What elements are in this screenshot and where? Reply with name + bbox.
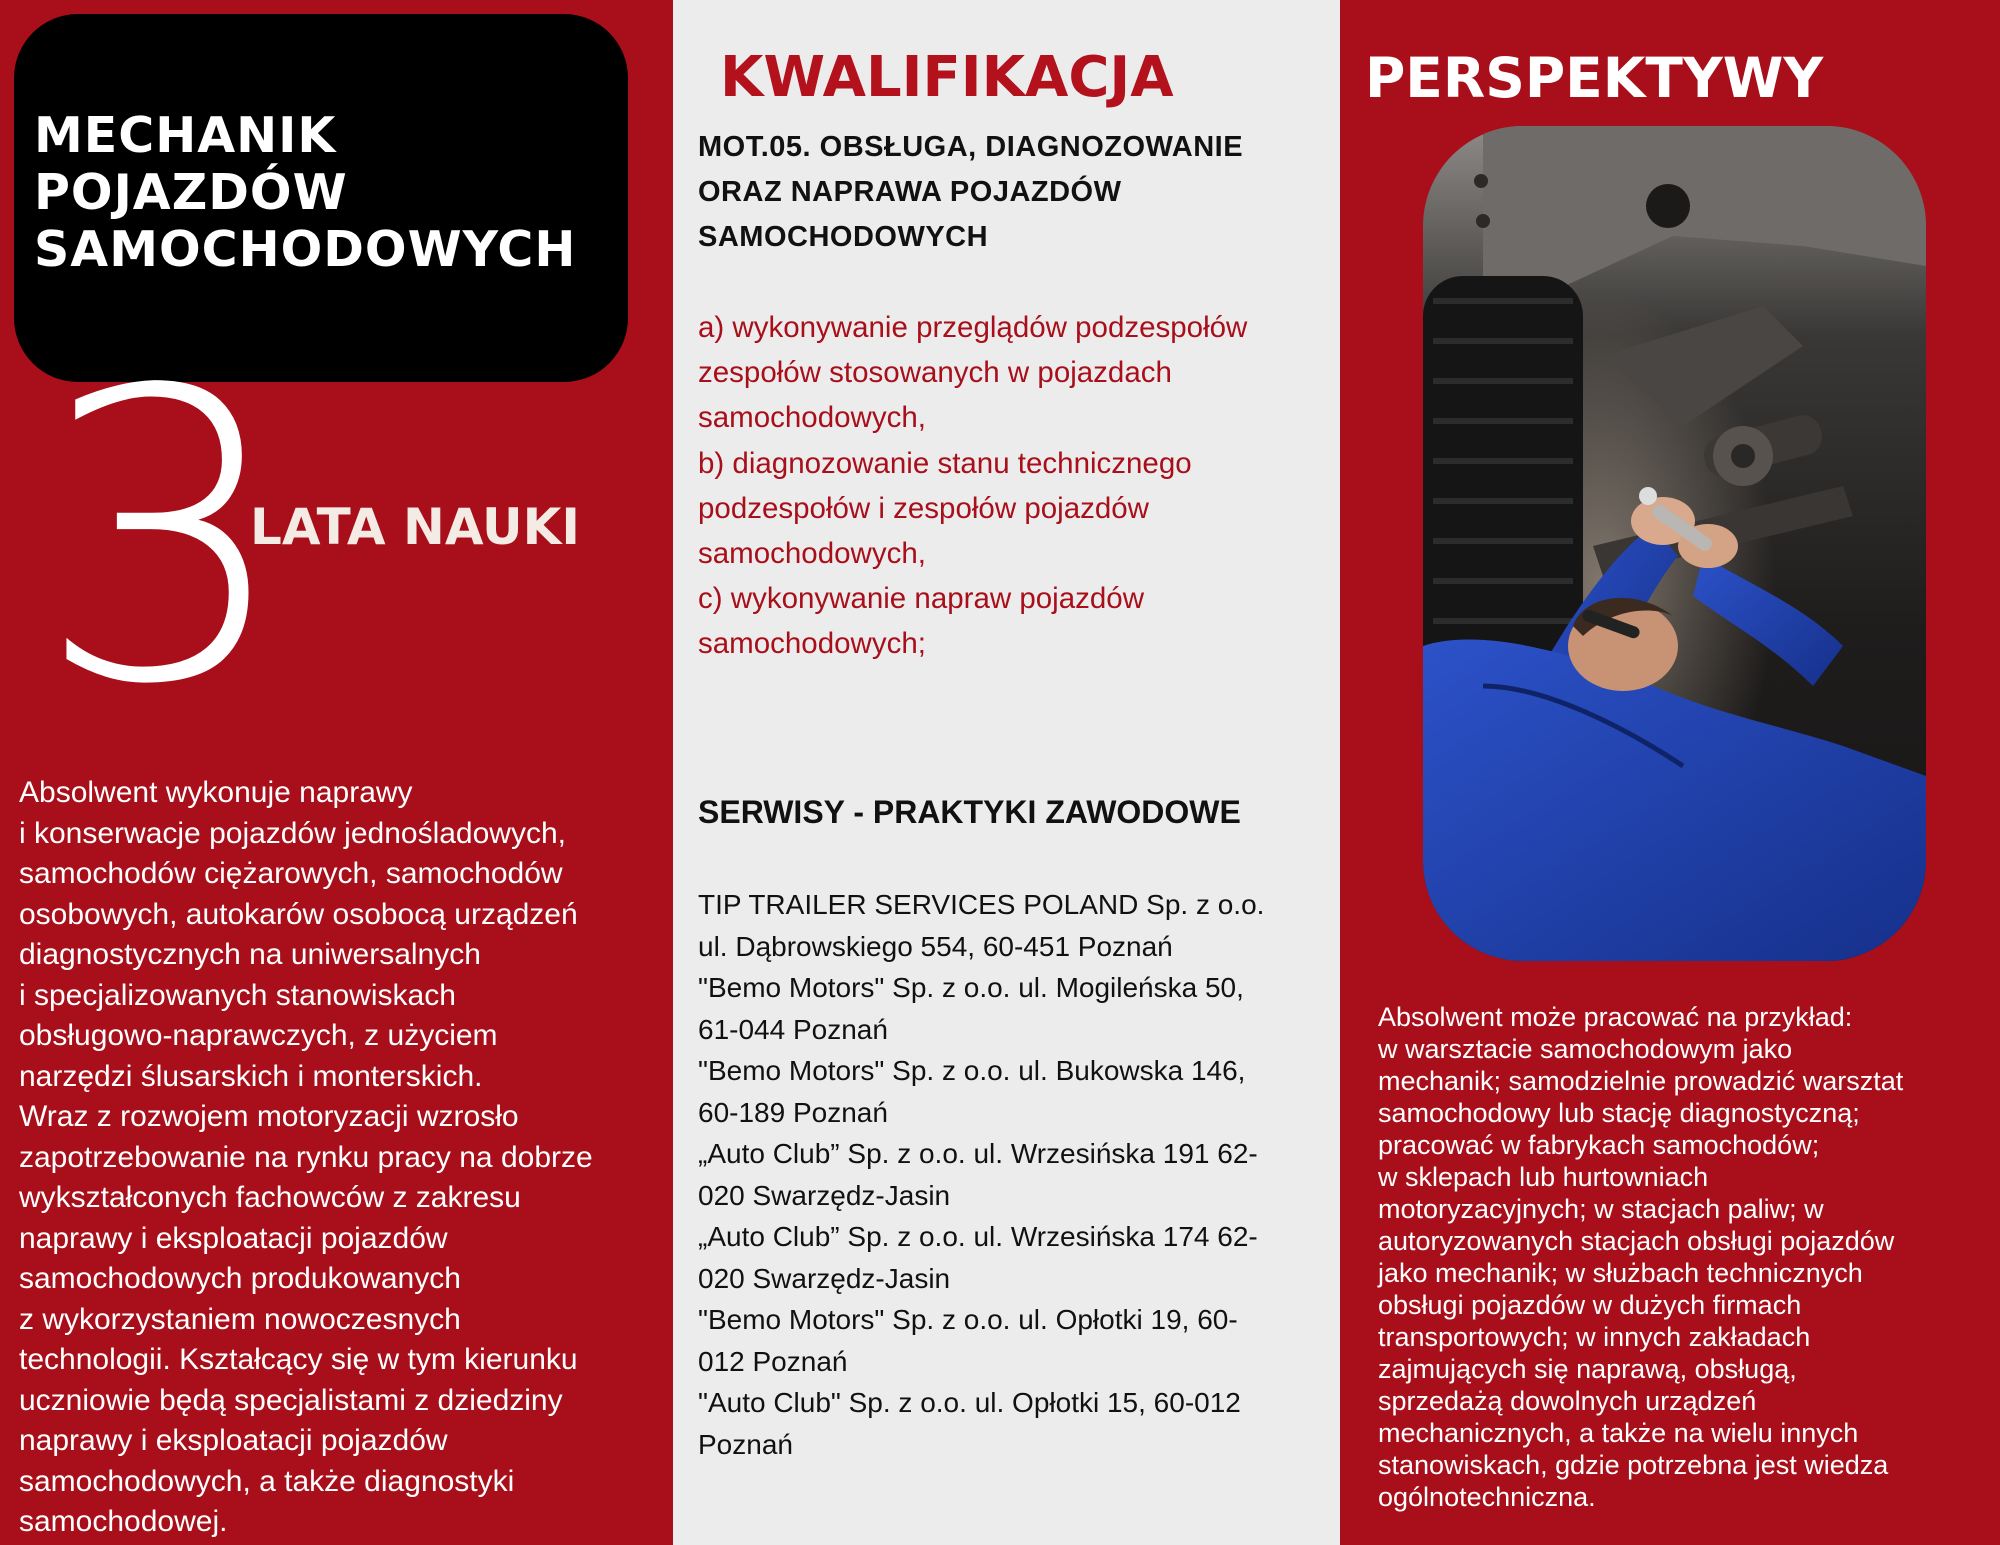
- prospects-text: [1378, 1001, 1998, 1513]
- description-line: samochodowych, a także diagnostyki: [19, 1464, 515, 1498]
- service-line: "Bemo Motors" Sp. z o.o. ul. Bukowska 146,: [698, 1055, 1246, 1086]
- service-line: 60-189 Poznań: [698, 1096, 888, 1128]
- skill-line: c) wykonywanie napraw pojazdów: [698, 582, 1145, 616]
- description-line: wykształconych fachowców z zakresu: [19, 1181, 521, 1214]
- prospects-line: obsługi pojazdów w dużych firmach: [1378, 1290, 1802, 1320]
- services-list: [698, 884, 1328, 1465]
- description-line: z wykorzystaniem nowoczesnych: [19, 1302, 461, 1336]
- description-line: i specjalizowanych stanowiskach: [19, 978, 456, 1012]
- description-line: osobowych, autokarów osobocą urządzeń: [19, 897, 578, 931]
- qualification-heading: KWALIFIKACJA: [720, 45, 1174, 110]
- description-line: Absolwent wykonuje naprawy: [19, 776, 413, 809]
- qualification-code: [698, 125, 1328, 260]
- skill-line: a) wykonywanie przeglądów podzespołów: [698, 311, 1248, 344]
- description-line: samochodów ciężarowych, samochodów: [19, 857, 563, 890]
- service-line: 020 Swarzędz-Jasin: [698, 1262, 951, 1294]
- title-line-1: MECHANIK: [34, 107, 337, 164]
- prospects-line: motoryzacyjnych; w stacjach paliw; w: [1378, 1194, 1824, 1224]
- mechanic-photo: [1423, 126, 1926, 961]
- prospects-line: w warsztacie samochodowym jako: [1378, 1034, 1793, 1064]
- description-line: Wraz z rozwojem motoryzacji wzrosło: [19, 1100, 519, 1133]
- prospects-line: zajmujących się naprawą, obsługą,: [1378, 1354, 1797, 1384]
- prospects-heading: PERSPEKTYWY: [1365, 46, 1824, 110]
- description-line: naprawy i eksploatacji pojazdów: [19, 1424, 448, 1457]
- service-line: TIP TRAILER SERVICES POLAND Sp. z o.o.: [698, 889, 1265, 920]
- service-line: „Auto Club” Sp. z o.o. ul. Wrzesińska 191 62-: [698, 1138, 1258, 1169]
- description-line: obsługowo-naprawczych, z użyciem: [19, 1019, 498, 1052]
- qualification-code-line: MOT.05. OBSŁUGA, DIAGNOZOWANIE: [698, 131, 1244, 163]
- services-heading: SERWISY - PRAKTYKI ZAWODOWE: [698, 794, 1241, 830]
- title-line-3: SAMOCHODOWYCH: [34, 221, 577, 278]
- prospects-line: pracować w fabrykach samochodów;: [1378, 1130, 1820, 1160]
- skill-line: podzespołów i zespołów pojazdów: [698, 491, 1149, 525]
- prospects-line: samochodowy lub stację diagnostyczną;: [1378, 1098, 1860, 1128]
- description-line: technologii. Kształcący się w tym kierunku: [19, 1343, 578, 1376]
- description-line: samochodowej.: [19, 1505, 228, 1538]
- prospects-line: ogólnotechniczna.: [1378, 1482, 1596, 1512]
- prospects-line: transportowych; w innych zakładach: [1378, 1322, 1811, 1352]
- prospects-line: sprzedażą dowolnych urządzeń: [1378, 1386, 1757, 1416]
- description-line: zapotrzebowanie na rynku pracy na dobrze: [19, 1140, 593, 1174]
- service-line: Poznań: [698, 1428, 793, 1460]
- qualification-skills: [698, 305, 1338, 667]
- service-line: 61-044 Poznań: [698, 1013, 888, 1045]
- service-line: „Auto Club” Sp. z o.o. ul. Wrzesińska 174 62-: [698, 1221, 1258, 1252]
- description-line: i konserwacje pojazdów jednośladowych,: [19, 816, 566, 850]
- skill-line: samochodowych,: [698, 537, 926, 571]
- qualification-code-line: SAMOCHODOWYCH: [698, 221, 989, 253]
- skill-line: samochodowych,: [698, 401, 926, 435]
- service-line: 020 Swarzędz-Jasin: [698, 1179, 951, 1211]
- description-line: diagnostycznych na uniwersalnych: [19, 938, 481, 971]
- description-text: [19, 773, 659, 1543]
- duration-number: 3: [36, 307, 291, 772]
- skill-line: zespołów stosowanych w pojazdach: [698, 356, 1172, 390]
- service-line: ul. Dąbrowskiego 554, 60-451 Poznań: [698, 930, 1173, 962]
- service-line: 012 Poznań: [698, 1345, 848, 1377]
- service-line: "Bemo Motors" Sp. z o.o. ul. Mogileńska 50,: [698, 972, 1244, 1003]
- service-line: "Bemo Motors" Sp. z o.o. ul. Opłotki 19, 60-: [698, 1304, 1238, 1335]
- description-line: narzędzi ślusarskich i monterskich.: [19, 1059, 483, 1093]
- prospects-line: w sklepach lub hurtowniach: [1378, 1162, 1709, 1192]
- skill-line: samochodowych;: [698, 627, 926, 661]
- duration-label: LATA NAUKI: [250, 498, 580, 556]
- description-line: uczniowie będą specjalistami z dziedziny: [19, 1383, 563, 1417]
- description-line: naprawy i eksploatacji pojazdów: [19, 1221, 448, 1255]
- prospects-line: mechanicznych, a także na wielu innych: [1378, 1418, 1859, 1448]
- prospects-line: Absolwent może pracować na przykład:: [1378, 1002, 1853, 1032]
- description-line: samochodowych produkowanych: [19, 1262, 461, 1295]
- skill-line: b) diagnozowanie stanu technicznego: [698, 446, 1192, 480]
- prospects-line: autoryzowanych stacjach obsługi pojazdów: [1378, 1226, 1895, 1256]
- service-line: "Auto Club" Sp. z o.o. ul. Opłotki 15, 60-012: [698, 1387, 1241, 1418]
- prospects-line: mechanik; samodzielnie prowadzić warsztat: [1378, 1066, 1904, 1096]
- prospects-line: jako mechanik; w służbach technicznych: [1378, 1258, 1863, 1288]
- left-panel: [0, 0, 673, 1545]
- qualification-code-line: ORAZ NAPRAWA POJAZDÓW: [698, 176, 1122, 208]
- prospects-line: stanowiskach, gdzie potrzebna jest wiedza: [1378, 1450, 1889, 1480]
- title-line-2: POJAZDÓW: [34, 164, 348, 221]
